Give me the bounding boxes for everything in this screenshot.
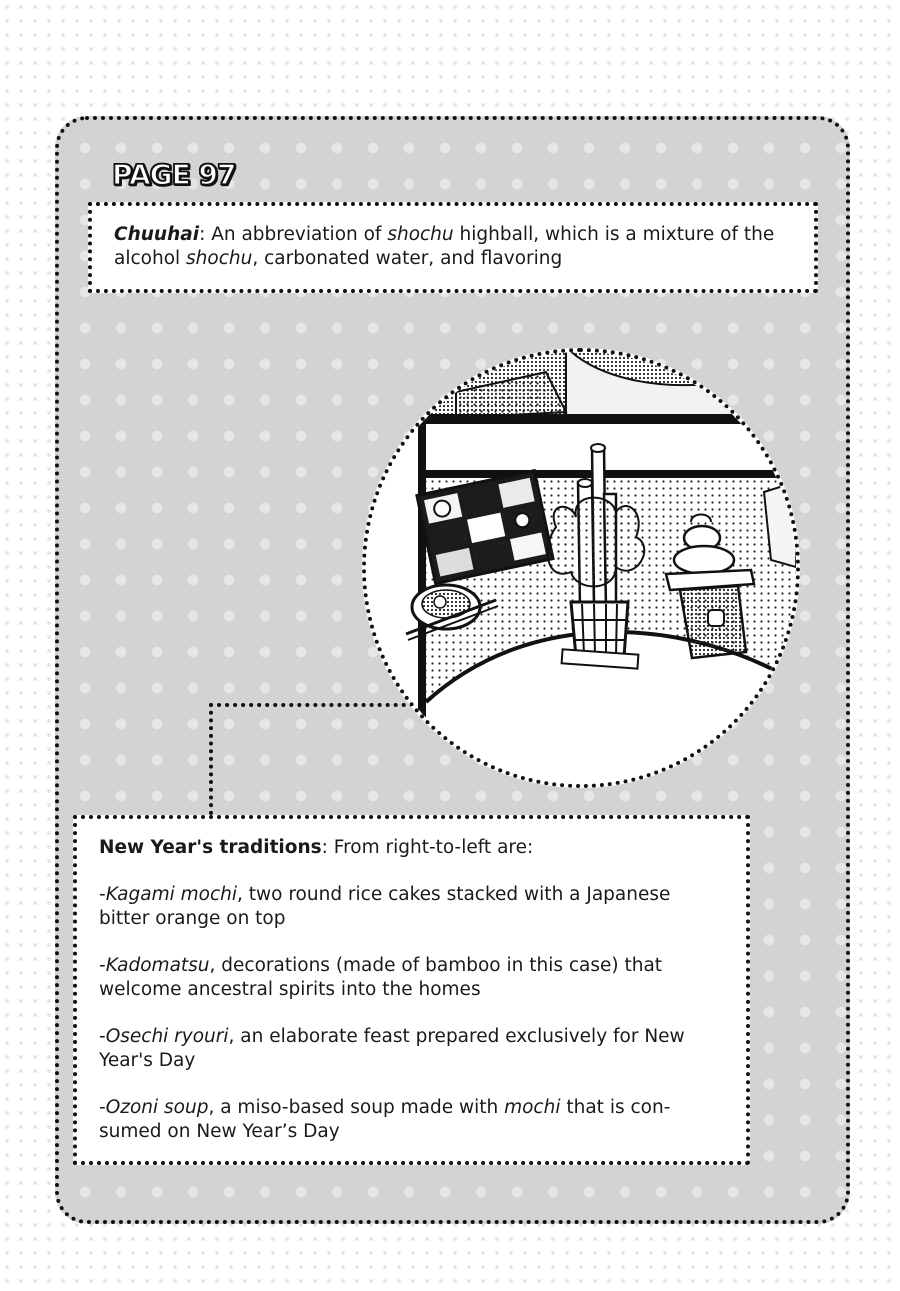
list-item-kadomatsu: -Kadomatsu, decorations (made of bamboo in this case) that welcome ancestral spirits into the homes (99, 955, 663, 1000)
chuuhai-note-text: Chuuhai: An abbreviation of shochu highball, which is a mixture of the alcohol shochu, carbonated water, and flavoring (114, 224, 775, 269)
chuuhai-note-box (88, 202, 818, 293)
list-item-osechi-ryouri: -Osechi ryouri, an elaborate feast prepared exclusively for New Year's Day (99, 1026, 685, 1071)
chuuhai-term: Chuuhai (114, 224, 200, 245)
list-item-ozoni-soup: -Ozoni soup, a miso-based soup made with mochi that is con-sumed on New Year’s Day (99, 1097, 671, 1142)
traditions-heading: New Year's traditions: From right-to-left are: (99, 837, 534, 858)
callout-connector (209, 703, 414, 815)
page-title: PAGE 97 (112, 158, 236, 191)
manga-vignette-illustration (362, 348, 800, 788)
new-years-traditions-box (73, 815, 750, 1165)
list-item-kagami-mochi: -Kagami mochi, two round rice cakes stacked with a Japanese bitter orange on top (99, 884, 671, 929)
